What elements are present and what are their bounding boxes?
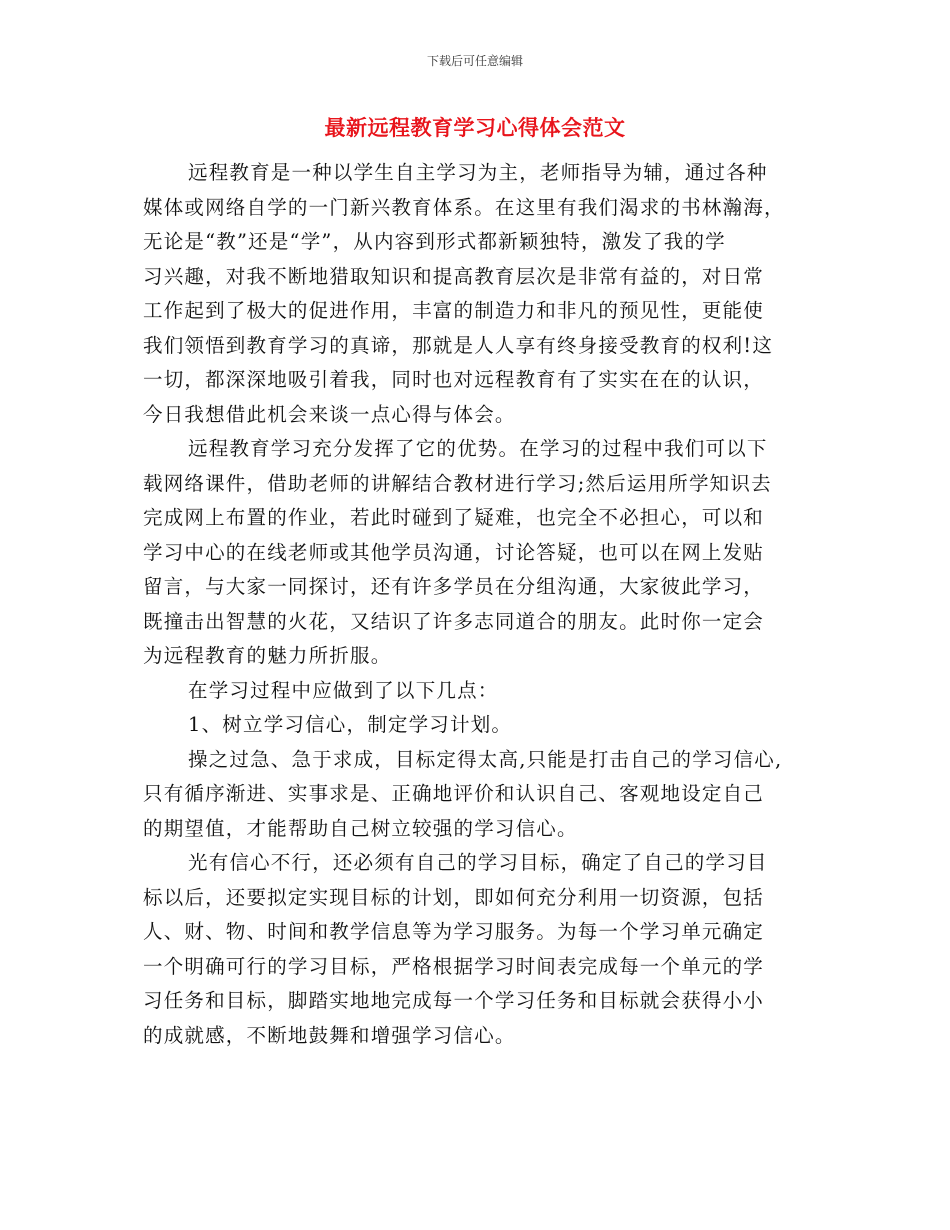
body-line: 既撞击出智慧的火花，又结识了许多志同道合的朋友。此时你一定会 bbox=[143, 609, 765, 633]
body-line: 在学习过程中应做到了以下几点： bbox=[188, 678, 499, 702]
body-line: 习兴趣，对我不断地猎取知识和提高教育层次是非常有益的，对日常 bbox=[143, 264, 765, 288]
body-line: 为远程教育的魅力所折服。 bbox=[143, 644, 392, 667]
body-line: 学习中心的在线老师或其他学员沟通，讨论答疑，也可以在网上发贴 bbox=[143, 540, 765, 564]
body-line: 无论是“教”还是“学”，从内容到形式都新颖独特，激发了我的学 bbox=[143, 230, 726, 253]
body-line: 操之过急、急于求成，目标定得太高,只能是打击自己的学习信心, bbox=[188, 747, 783, 771]
document-body bbox=[143, 156, 807, 1053]
document-title: 最新远程教育学习心得体会范文 bbox=[324, 115, 626, 140]
body-line: 1、树立学习信心，制定学习计划。 bbox=[188, 713, 513, 736]
body-line: 今日我想借此机会来谈一点心得与体会。 bbox=[143, 402, 516, 426]
body-line: 远程教育是一种以学生自主学习为主，老师指导为辅，通过各种 bbox=[188, 161, 768, 184]
body-line: 一个明确可行的学习目标，严格根据学习时间表完成每一个单元的学 bbox=[143, 954, 765, 978]
body-line: 只有循序渐进、实事求是、正确地评价和认识自己、客观地设定自己 bbox=[143, 782, 765, 805]
body-line: 载网络课件，借助老师的讲解结合教材进行学习;然后运用所学知识去 bbox=[143, 471, 772, 495]
body-line: 的成就感，不断地鼓舞和增强学习信心。 bbox=[143, 1023, 516, 1047]
body-line: 远程教育学习充分发挥了它的优势。在学习的过程中我们可以下 bbox=[188, 437, 768, 460]
body-line: 的期望值，才能帮助自己树立较强的学习信心。 bbox=[143, 816, 578, 840]
body-line: 工作起到了极大的促进作用，丰富的制造力和非凡的预见性，更能使 bbox=[143, 299, 765, 322]
body-line: 光有信心不行，还必须有自己的学习目标，确定了自己的学习目 bbox=[188, 851, 768, 874]
body-line: 完成网上布置的作业，若此时碰到了疑难，也完全不必担心，可以和 bbox=[143, 506, 765, 529]
body-line: 人、财、物、时间和教学信息等为学习服务。为每一个学习单元确定 bbox=[143, 920, 765, 943]
body-line: 留言，与大家一同探讨，还有许多学员在分组沟通，大家彼此学习， bbox=[143, 575, 765, 598]
body-line: 我们领悟到教育学习的真谛，那就是人人享有终身接受教育的权利!这 bbox=[143, 333, 774, 357]
body-line: 标以后，还要拟定实现目标的计划，即如何充分利用一切资源，包括 bbox=[143, 885, 765, 909]
body-line: 习任务和目标，脚踏实地地完成每一个学习任务和目标就会获得小小 bbox=[143, 989, 765, 1012]
body-line: 一切，都深深地吸引着我，同时也对远程教育有了实实在在的认识， bbox=[143, 368, 765, 391]
header-note: 下载后可任意编辑 bbox=[426, 54, 523, 68]
body-line: 媒体或网络自学的一门新兴教育体系。在这里有我们渴求的书林瀚海， bbox=[143, 195, 785, 219]
